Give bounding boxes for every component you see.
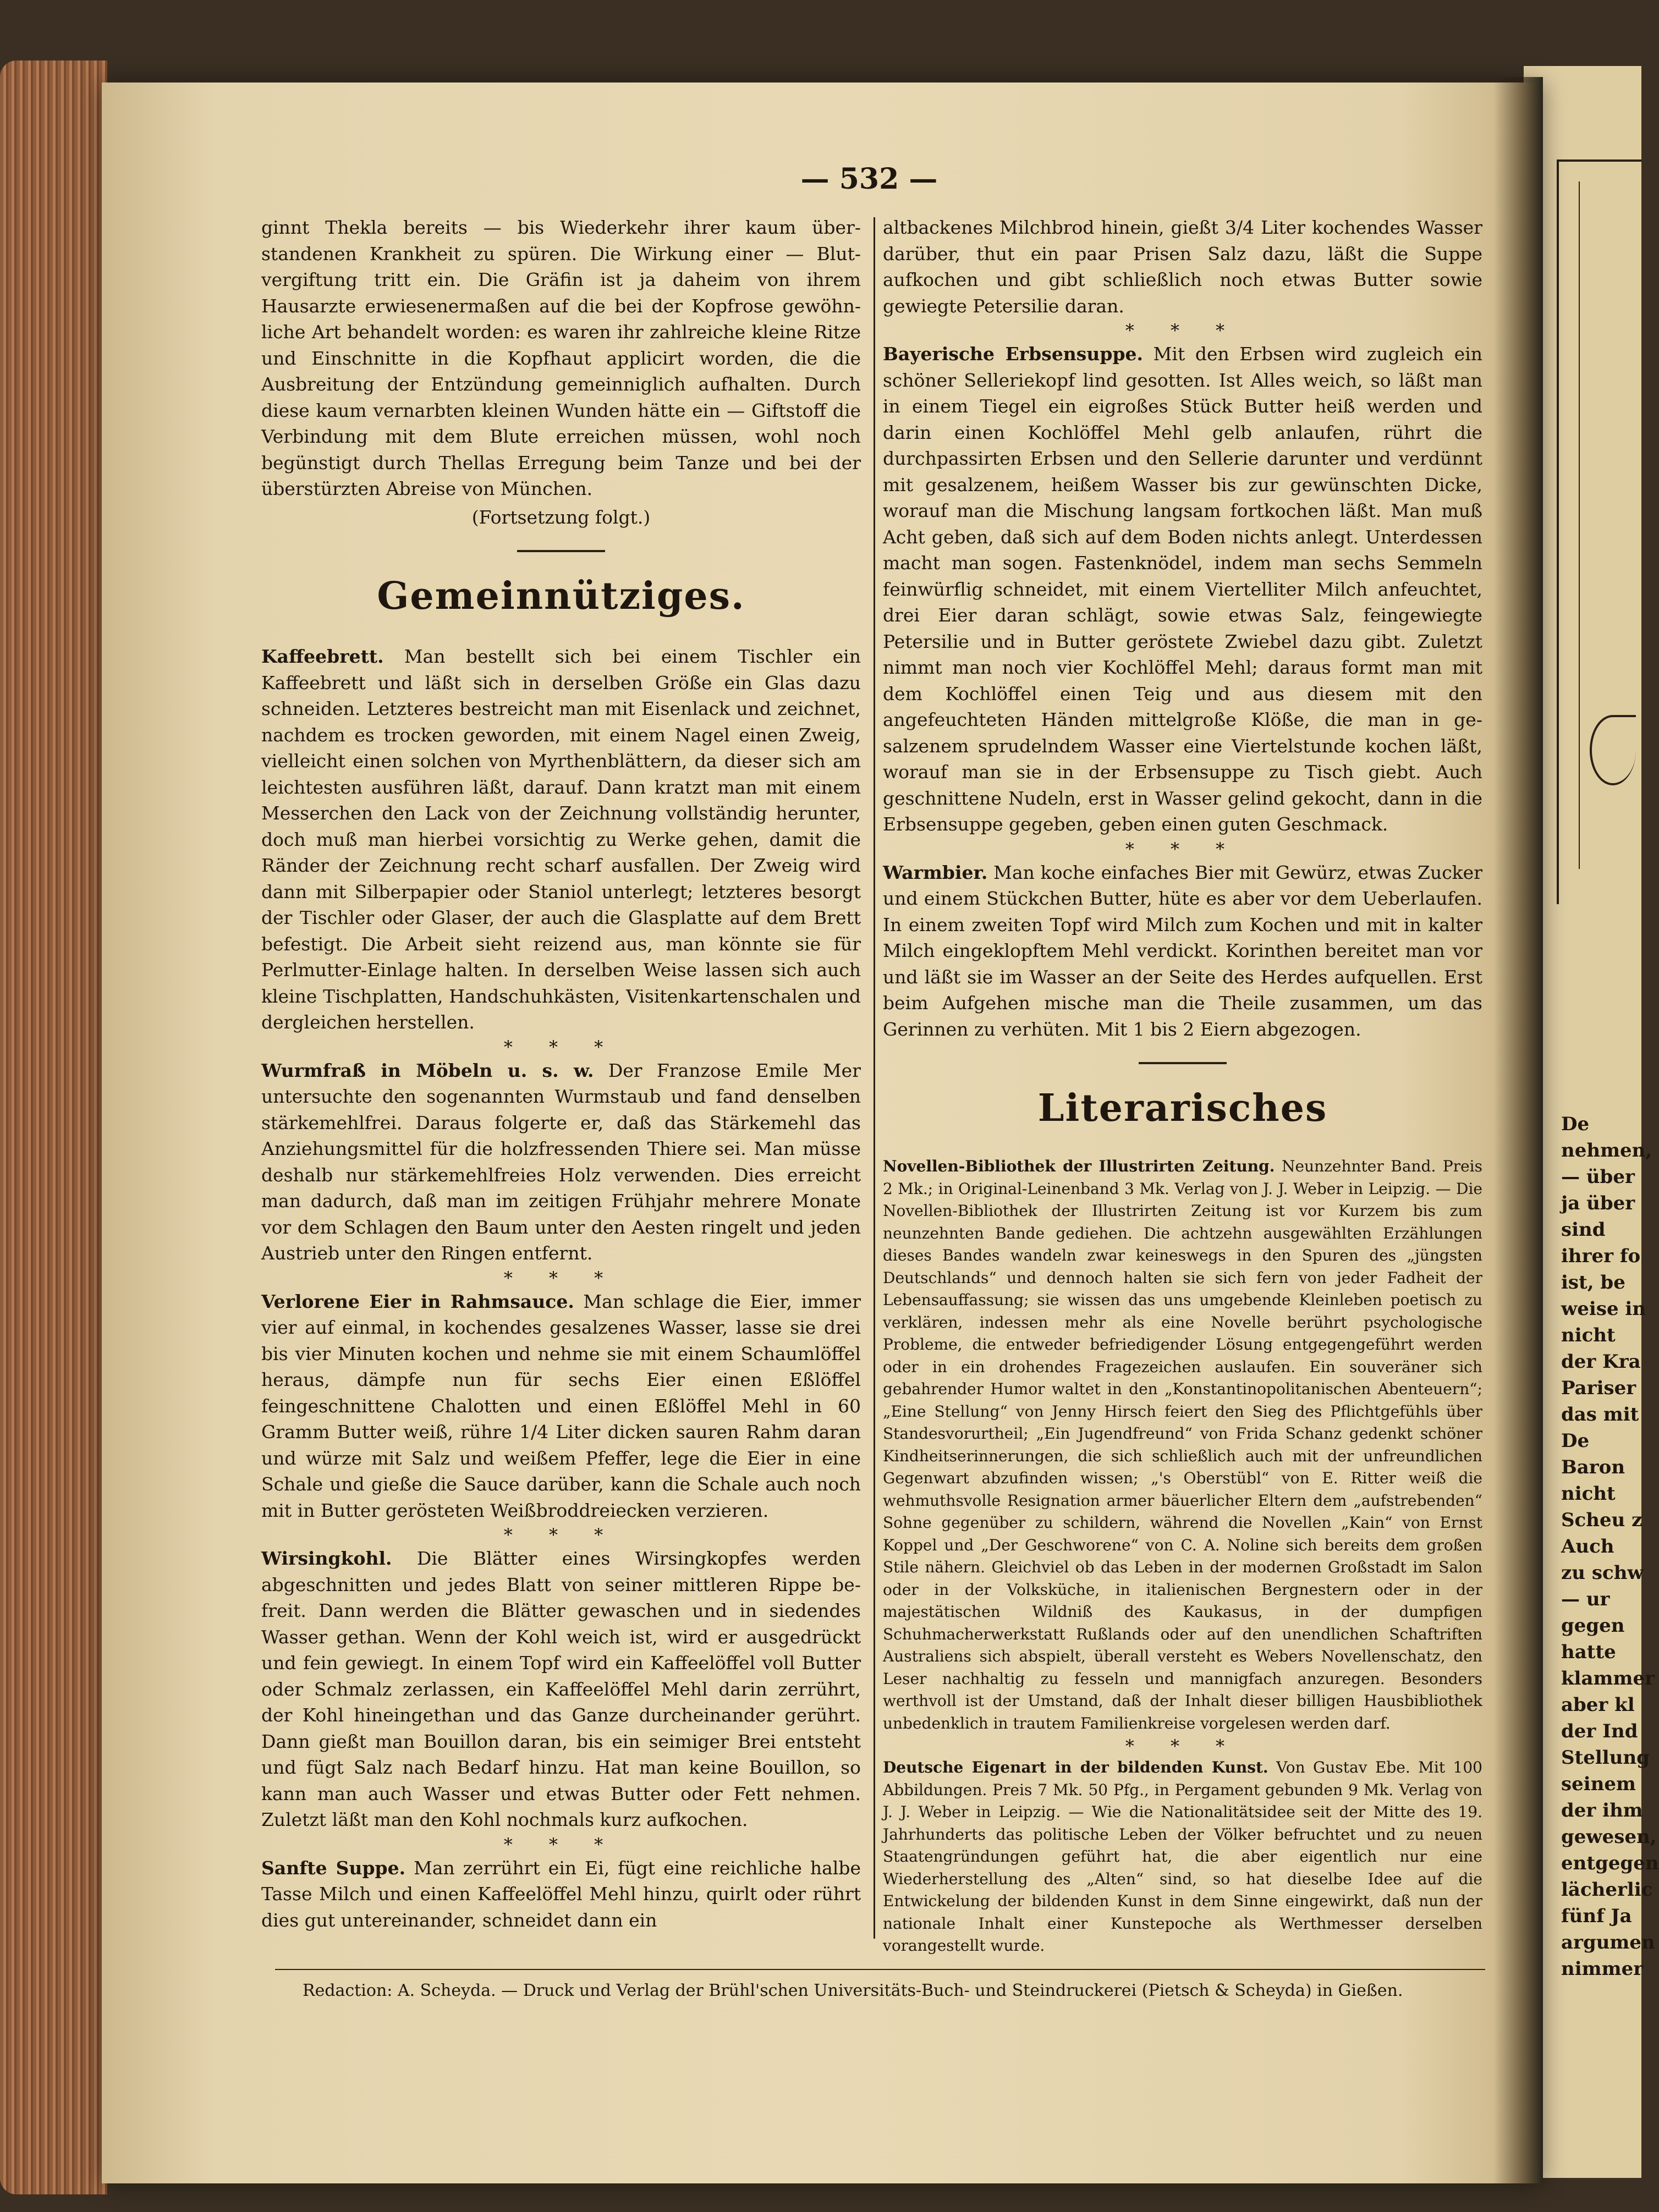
article-warmbier bbox=[883, 860, 1482, 1043]
adjacent-page-line: lächerlic bbox=[1561, 1879, 1653, 1901]
article-text: Die Blätter eines Wirsingkopfes werden abgeschnitten und jedes Blatt von seiner mittleren Rippe befreit. Dann werden die Blätter gewaschen und in siedendes Wasser gethan. Wenn der Kohl weich ist, wird er ausgedrückt und fein gewiegt. In einem Topf wird ein Kaffeelöffel voll Butter oder Schmalz zerlassen, ein Kaffeelöffel Mehl darin zerrührt, der Kohl hineingethan und das Ganze durcheinander gerührt. Dann gießt man Bouillon daran, bis ein seimiger Brei entsteht und fügt Salz nach Bedarf hinzu. Hat man keine Bouillon, so kann man auch Wasser und etwas Butter oder Fett nehmen. Zuletzt läßt man den Kohl nochmals kurz aufkochen. bbox=[261, 1548, 861, 1830]
article-heading: Kaffeebrett. bbox=[261, 646, 384, 667]
article-erbsensuppe bbox=[883, 341, 1482, 838]
article-text: Der Franzose Emile Mer untersuchte den sogenannten Wurmstaub und fand denselben stärkemehlfrei. Daraus folgerte er, daß das Stärkemehl das Anziehungsmittel für die holzfressenden Thiere sei. Man müsse deshalb nur stärkemehlfreies Holz verwenden. Dies erreicht man dadurch, daß man im zeitigen Frühjahr mehrere Monate vor dem Schlagen den Baum unter den Aesten ringelt und jeden Austrieb unter den Ringen entfernt. bbox=[261, 1059, 861, 1264]
adjacent-page-ornament-curl bbox=[1590, 715, 1636, 785]
section-rule bbox=[1139, 1062, 1227, 1064]
adjacent-page-line: zu schw bbox=[1561, 1562, 1644, 1584]
adjacent-page-line: nimmer bbox=[1561, 1958, 1644, 1980]
article-verlorene-eier bbox=[261, 1289, 861, 1524]
continuation-note: (Fortsetzung folgt.) bbox=[471, 506, 651, 528]
separator-stars: * * * bbox=[1125, 320, 1240, 341]
adjacent-page-line: ist, be bbox=[1561, 1272, 1625, 1294]
adjacent-page-line: sind bbox=[1561, 1219, 1606, 1241]
adjacent-page-line: — über bbox=[1561, 1166, 1635, 1188]
column-divider bbox=[874, 217, 875, 1939]
article-text: Mit den Erbsen wird zugleich ein schöner Selleriekopf lind gesotten. Ist Alles weich, so läßt man in einem Tiegel ein eigroßes Stück Butter heiß werden und darin einen Kochlöffel Mehl gelb anlaufen, rührt die durchpassirten Erbsen und den Sellerie darunter und verdünnt mit gesalzenem, heißem Wasser bis zur gewünschten Dicke, worauf man die Mischung langsam fortkochen läßt. Man muß Acht geben, daß sich auf dem Boden nichts anlegt. Unterdessen macht man sogen. Fastenknödel, indem man sechs Semmeln feinwürflig schneidet, mit einem Viertelliter Milch anfeuchtet, drei Eier daran schlägt, sowie etwas Salz, feingewiegte Petersilie und in Butter geröstete Zwiebel dazu gibt. Zuletzt nimmt man noch vier Kochlöffel Mehl; daraus formt man mit dem Kochlöffel einen Teig und aus diesem mit den angefeuchteten Händen mittelgroße Klöße, die man in gesalzenem sprudelndem Wasser eine Viertelstunde kochen läßt, worauf man sie in der Erbsensuppe zu Tisch giebt. Auch geschnittene Nudeln, erst in Wasser gelind gekocht, dann in die Erbsensuppe gegeben, geben einen guten Geschmack. bbox=[883, 343, 1483, 835]
adjacent-page-line: das mit bbox=[1561, 1404, 1639, 1426]
article-kaffeebrett bbox=[261, 643, 861, 1036]
article-heading: Verlorene Eier in Rahmsauce. bbox=[261, 1290, 574, 1312]
right-column bbox=[883, 214, 1482, 1960]
adjacent-page-line: der ihm bbox=[1561, 1800, 1643, 1822]
book-page-edges bbox=[0, 60, 107, 2194]
adjacent-page-line: nehmen, bbox=[1561, 1140, 1652, 1162]
adjacent-page-line: nicht bbox=[1561, 1483, 1616, 1505]
article-text: Man zerrührt ein Ei, fügt eine reichliche halbe Tasse Milch und einen Kaffeelöffel Mehl hinzu, quirlt oder rührt dies gut untereinander, schneidet dann ein bbox=[261, 1857, 861, 1931]
article-wurmfrass bbox=[261, 1058, 861, 1267]
adjacent-page-line: Stellung bbox=[1561, 1747, 1650, 1769]
adjacent-page-line: De bbox=[1561, 1113, 1590, 1135]
adjacent-page-line: fünf Ja bbox=[1561, 1905, 1632, 1927]
adjacent-page-line: ihrer fo bbox=[1561, 1245, 1641, 1267]
review-text: Neunzehnter Band. Preis 2 Mk.; in Original-Leinenband 3 Mk. Verlag von J. J. Weber in Leipzig. — Die Novellen-Bibliothek der Illustrirten Zeitung ist vor Kurzem bis zum neunzehnten Bande gediehen. Die achtzehn ausgewählten Erzählungen dieses Bandes wandeln zwar keineswegs in den Spuren des „jüngsten Deutschlands“ und dennoch halten sie sich fern von jeder Fadheit der Lebensauffassung; sie wissen das uns umgebende Kleinleben poetisch zu verklären, indessen mehr als eine Novelle berührt psychologische Probleme, die entweder befriedigender Lösung entgegengeführt werden oder in ein drohendes Fragezeichen auslaufen. Ein souveräner sich gebahrender Humor waltet in den „Konstantinopolitanischen Abenteuern“; „Eine Stellung“ von Jenny Hirsch feiert den Sieg des Pflichtgefühls über Standesvorurtheil; „Ein Jugendfreund“ von Frida Schanz gedenkt schöner Kindheitserinnerungen, die sich schließlich auch mit der unfreundlichen Gegenwart abzufinden wissen; „'s Oberstübl“ von E. Ritter weiß die wehmuthsvolle Resignation armer bäuerlicher Eltern dem „aufstrebenden“ Sohne gegenüber zu schildern, während die Novellen „Kain“ von Ernst Koppel und „Der Geschworene“ von C. A. Noline sich bereits dem großen Stile nähern. Gleichviel ob das Leben in der modernen Großstadt im Salon oder in der Volksküche, in italienischen Bergnestern oder in der majestätischen Wildniß des Kaukasus, in der dumpfigen Schuhmacherwerkstatt Rußlands oder auf den unendlichen Schaftriften Australiens sich abspielt, überall versteht es Webers Novellenschatz, den Leser nachhaltig zu fesseln und mannigfach anzuregen. Besonders werthvoll ist der Umstand, daß der Inhalt dieser billigen Hausbibliothek unbedenklich in trautem Familienkreise vorgelesen werden darf. bbox=[883, 1157, 1483, 1732]
adjacent-page-line: der Kra bbox=[1561, 1351, 1641, 1373]
review-novellen-bibliothek bbox=[883, 1155, 1482, 1735]
adjacent-page-line: gewesen, bbox=[1561, 1826, 1657, 1848]
section-title-gemeinnuetziges: Gemeinnütziges. bbox=[377, 574, 745, 618]
section-title-literarisches: Literarisches bbox=[1037, 1086, 1328, 1130]
adjacent-page-line: hatte bbox=[1561, 1641, 1616, 1663]
adjacent-page-line: Pariser bbox=[1561, 1377, 1636, 1399]
separator-stars: * * * bbox=[503, 1036, 619, 1058]
article-heading: Wurmfraß in Möbeln u. s. w. bbox=[261, 1059, 594, 1081]
adjacent-page-line: der Ind bbox=[1561, 1720, 1638, 1742]
separator-stars: * * * bbox=[503, 1267, 619, 1289]
adjacent-page-line: Baron bbox=[1561, 1456, 1625, 1478]
adjacent-page-line: weise in bbox=[1561, 1298, 1646, 1320]
adjacent-page-line: ja über bbox=[1561, 1192, 1635, 1214]
adjacent-page-line: gegen bbox=[1561, 1615, 1625, 1637]
review-heading: Deutsche Eigenart in der bildenden Kunst. bbox=[883, 1758, 1268, 1776]
separator-stars: * * * bbox=[503, 1834, 619, 1855]
section-rule bbox=[517, 550, 605, 552]
adjacent-page-line: Scheu z bbox=[1561, 1509, 1642, 1531]
adjacent-page-line: — ur bbox=[1561, 1588, 1610, 1610]
adjacent-page-line: nicht bbox=[1561, 1324, 1616, 1346]
adjacent-page-line: entgegen bbox=[1561, 1852, 1659, 1874]
separator-stars: * * * bbox=[503, 1525, 619, 1545]
article-text: Man koche einfaches Bier mit Gewürz, etwas Zucker und einem Stückchen Butter, hüte es aber vor dem Ueberlaufen. In einem zweiten Topf wird Milch zum Kochen und mit in kalter Milch eingeklopftem Mehl verdickt. Korinthen bereitet man vor und läßt sie im Wasser an der Seite des Herdes aufquellen. Erst beim Aufgehen mische man die Theile zusammen, um das Gerinnen zu verhüten. Mit 1 bis 2 Eiern abgezogen. bbox=[883, 861, 1482, 1040]
separator-stars: * * * bbox=[1125, 1736, 1240, 1757]
article-heading: Bayerische Erbsensuppe. bbox=[883, 343, 1144, 365]
article-sanfte-suppe bbox=[261, 1855, 861, 1934]
article-heading: Wirsingkohl. bbox=[261, 1548, 392, 1569]
left-column bbox=[261, 214, 861, 1935]
article-wirsingkohl bbox=[261, 1545, 861, 1833]
adjacent-page-line: klammer bbox=[1561, 1668, 1655, 1690]
article-heading: Warmbier. bbox=[883, 861, 988, 883]
book-gutter-shadow bbox=[1493, 77, 1543, 2183]
adjacent-page-line: De bbox=[1561, 1430, 1590, 1452]
adjacent-page-line: Auch bbox=[1561, 1536, 1614, 1558]
adjacent-page-line: aber kl bbox=[1561, 1694, 1635, 1716]
adjacent-page-line: argumen bbox=[1561, 1932, 1655, 1954]
adjacent-page-line: seinem bbox=[1561, 1773, 1636, 1795]
serial-story-ending: ginnt Thekla bereits — bis Wiederkehr ihrer kaum überstandenen Krankheit zu spüren. Die Wirkung einer — Blutvergiftung tritt ein. Die Gräfin ist ja daheim von ihrem Hausarzte erwiesenermaßen auf die bei der Kopfrose gewöhnliche Art behandelt worden: es waren ihr zahlreiche kleine Ritze und Einschnitte in die Kopfhaut applicirt worden, die die Ausbreitung der Entzündung gemeinniglich aufhalten. Durch diese kaum vernarbten kleinen Wunden hätte ein — Giftstoff die Verbindung mit dem Blute erreichen müssen, wohl noch begünstigt durch Thellas Erregung beim Tanze und bei der überstürzten Abreise von München. bbox=[261, 217, 861, 499]
adjacent-page-text bbox=[1561, 1111, 1659, 1982]
review-heading: Novellen-Bibliothek der Illustrirten Zeitung. bbox=[883, 1157, 1275, 1175]
footer-rule bbox=[275, 1969, 1485, 1970]
article-text: Man bestellt sich bei einem Tischler ein Kaffeebrett und läßt sich in derselben Größe ein Glas dazu schneiden. Letzteres bestreicht man mit Eisenlack und zeichnet, nachdem es trocken geworden, mit einem Nagel einen Zweig, vielleicht einen solchen von Myrthenblättern, da dieser sich am leichtesten ausführen läßt, darauf. Dann kratzt man mit einem Messerchen den Lack von der Zeichnung vollständig herunter, doch muß man hierbei vorsichtig zu Werke gehen, damit die Ränder der Zeichnung recht scharf ausfallen. Der Zweig wird dann mit Silberpapier oder Staniol unterlegt; letzteres besorgt der Tischler oder Glaser, der auch die Glasplatte auf dem Brett befestigt. Die Arbeit sieht reizend aus, man könnte sie für Perlmutter-Einlage halten. In derselben Weise lassen sich auch kleine Tischplatten, Handschuhkästen, Visitenkartenschalen und dergleichen herstellen. bbox=[261, 646, 861, 1033]
review-deutsche-eigenart bbox=[883, 1757, 1482, 1957]
separator-stars: * * * bbox=[1125, 838, 1240, 860]
imprint-footer: Redaction: A. Scheyda. — Druck und Verlag der Brühl'schen Universitäts-Buch- und Steindruckerei (Pietsch & Scheyda) in Gießen. bbox=[303, 1981, 1403, 2000]
article-text: Man schlage die Eier, immer vier auf einmal, in kochendes gesalzenes Wasser, lasse sie drei bis vier Minuten kochen und nehme sie mit einem Schaumlöffel heraus, dämpfe nun für sechs Eier einen Eßlöffel feingeschnittene Chalotten und einen Eßlöffel Mehl in 60 Gramm Butter weiß, rühre 1/4 Liter dicken sauren Rahm daran und würze mit Salz und weißem Pfeffer, lege die Eier in eine Schale und gieße die Sauce darüber, kann die Schale auch noch mit in Butter gerösteten Weißbroddreiecken verzieren. bbox=[261, 1290, 861, 1521]
page-number: — 532 — bbox=[800, 162, 938, 196]
article-heading: Sanfte Suppe. bbox=[261, 1857, 406, 1879]
review-text: Von Gustav Ebe. Mit 100 Abbildungen. Preis 7 Mk. 50 Pfg., in Pergament gebunden 9 Mk. Verlag von J. J. Weber in Leipzig. — Wie die Nationalitätsidee seit der Mitte des 19. Jahrhunderts das politische Leben der Völker befruchtet und zu neuen Staatengründungen geführt hat, die aber eigentlich nur eine Wiederherstellung des „Alten“ sind, so hat dieselbe Idee auf die Entwickelung der bildenden Kunst in dem Sinne eingewirkt, daß nun der nationale Inhalt einer Kunstepoche als Werthmesser derselben vorangestellt wurde. bbox=[883, 1758, 1482, 1955]
sanfte-suppe-continued: altbackenes Milchbrod hinein, gießt 3/4 Liter kochendes Wasser darüber, thut ein paar Prisen Salz dazu, läßt die Suppe aufkochen und gibt schließlich noch etwas Butter sowie gewiegte Petersilie daran. bbox=[883, 217, 1482, 317]
